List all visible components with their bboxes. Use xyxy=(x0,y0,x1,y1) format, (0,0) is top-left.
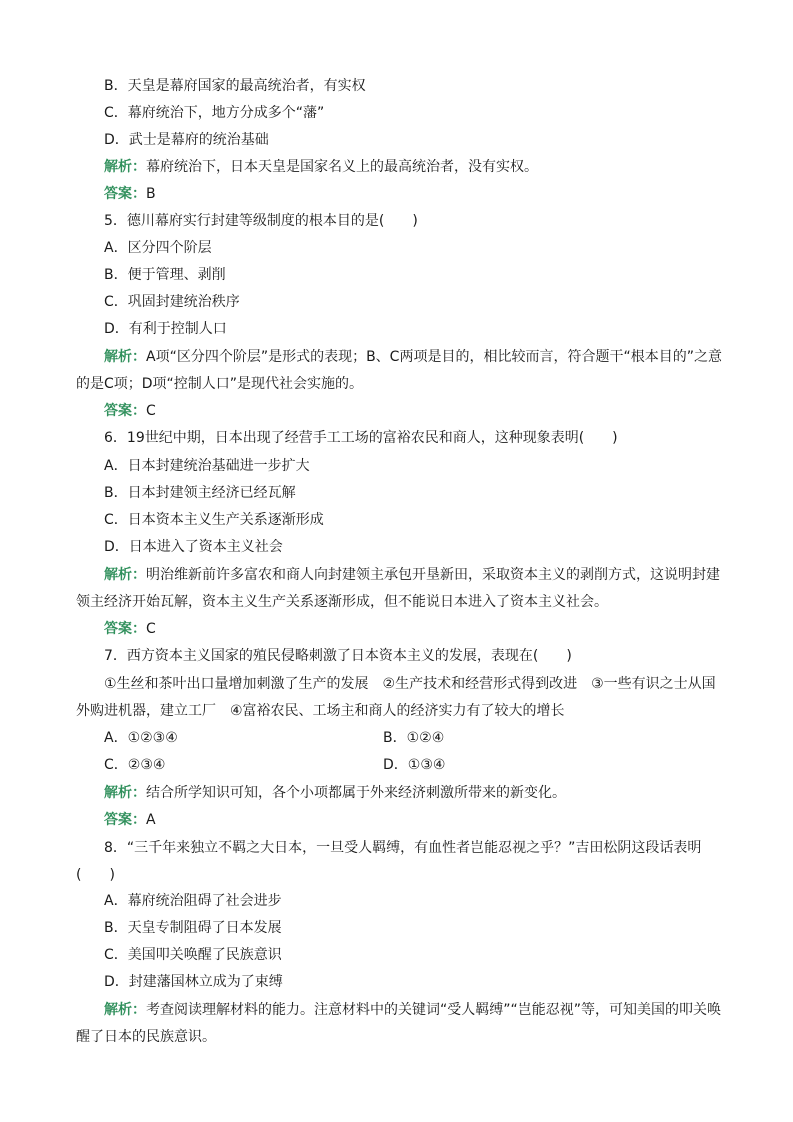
q4-answer-label: 答案： xyxy=(104,186,146,202)
q7-answer-value: A xyxy=(146,812,156,828)
q5-option-a: A．区分四个阶层 xyxy=(104,240,212,256)
q6-stem: 6．19世纪中期，日本出现了经营手工工场的富裕农民和商人，这种现象表明( ) xyxy=(104,430,618,446)
q4-analysis-text: 幕府统治下，日本天皇是国家名义上的最高统治者，没有实权。 xyxy=(146,159,538,175)
q6-answer-label: 答案： xyxy=(104,621,146,637)
q5-option-b: B．便于管理、剥削 xyxy=(104,267,226,283)
q8-option-d: D．封建藩国林立成为了束缚 xyxy=(104,974,283,990)
q5-answer-label: 答案： xyxy=(104,403,146,419)
q6-option-c: C．日本资本主义生产关系逐渐形成 xyxy=(104,512,324,528)
q8-analysis xyxy=(76,997,726,1051)
q4-option-c: C．幕府统治下，地方分成多个“藩” xyxy=(104,105,325,121)
q5-option-d: D．有利于控制人口 xyxy=(104,321,227,337)
q7-analysis-label: 解析： xyxy=(104,785,146,801)
q5-analysis xyxy=(76,344,726,398)
q7-stem: 7．西方资本主义国家的殖民侵略刺激了日本资本主义的发展，表现在( ) xyxy=(104,648,572,664)
q8-option-b: B．天皇专制阻碍了日本发展 xyxy=(104,920,282,936)
q7-option-d: D．①③④ xyxy=(383,757,446,773)
q8-option-c: C．美国叩关唤醒了民族意识 xyxy=(104,947,282,963)
q6-answer-value: C xyxy=(146,621,156,637)
q6-analysis-text: 明治维新前许多富农和商人向封建领主承包开垦新田，采取资本主义的剥削方式，这说明封建领主经济开始瓦解，资本主义生产关系逐渐形成，但不能说日本进入了资本主义社会。 xyxy=(76,567,720,610)
q4-answer xyxy=(104,184,156,204)
q8-analysis-label: 解析： xyxy=(104,1002,146,1018)
q6-option-b: B．日本封建领主经济已经瓦解 xyxy=(104,485,296,501)
q5-answer xyxy=(104,401,156,421)
q6-option-a: A．日本封建统治基础进一步扩大 xyxy=(104,458,310,474)
q5-stem: 5．德川幕府实行封建等级制度的根本目的是( ) xyxy=(104,213,418,229)
q4-analysis xyxy=(104,157,538,177)
q6-option-d: D．日本进入了资本主义社会 xyxy=(104,539,283,555)
q7-analysis-text: 结合所学知识可知，各个小项都属于外来经济刺激所带来的新变化。 xyxy=(146,785,566,801)
q6-answer xyxy=(104,619,156,639)
q4-option-b: B．天皇是幕府国家的最高统治者，有实权 xyxy=(104,78,366,94)
q5-answer-value: C xyxy=(146,403,156,419)
q4-analysis-label: 解析： xyxy=(104,159,146,175)
q7-option-c: C．②③④ xyxy=(104,757,166,773)
q5-analysis-label: 解析： xyxy=(104,349,146,365)
q7-answer xyxy=(104,810,156,830)
q5-option-c: C．巩固封建统治秩序 xyxy=(104,294,240,310)
q8-option-a: A．幕府统治阻碍了社会进步 xyxy=(104,893,282,909)
q6-analysis-label: 解析： xyxy=(104,567,146,583)
q6-analysis xyxy=(76,562,726,616)
q8-analysis-text: 考查阅读理解材料的能力。注意材料中的关键词“受人羁缚”“岂能忍视”等，可知美国的叩关唤醒了日本的民族意识。 xyxy=(76,1002,722,1045)
q7-option-b: B．①②④ xyxy=(383,730,445,746)
q8-stem: 8．“三千年来独立不羁之大日本，一旦受人羁缚，有血性者岂能忍视之乎？”吉田松阴这段话表明( ) xyxy=(76,840,702,883)
q7-analysis xyxy=(104,783,566,803)
q7-material: ①生丝和茶叶出口量增加刺激了生产的发展 ②生产技术和经营形式得到改进 ③一些有识之士从国外购进机器，建立工厂 ④富裕农民、工场主和商人的经济实力有了较大的增长 xyxy=(76,676,716,719)
q7-answer-label: 答案： xyxy=(104,812,146,828)
q7-option-a: A．①②③④ xyxy=(104,730,178,746)
q5-analysis-text: A项“区分四个阶层”是形式的表现；B、C两项是目的，相比较而言，符合题干“根本目的”之意的是C项；D项“控制人口”是现代社会实施的。 xyxy=(76,349,722,392)
q4-option-d: D．武士是幕府的统治基础 xyxy=(104,132,269,148)
q4-answer-value: B xyxy=(146,186,156,202)
